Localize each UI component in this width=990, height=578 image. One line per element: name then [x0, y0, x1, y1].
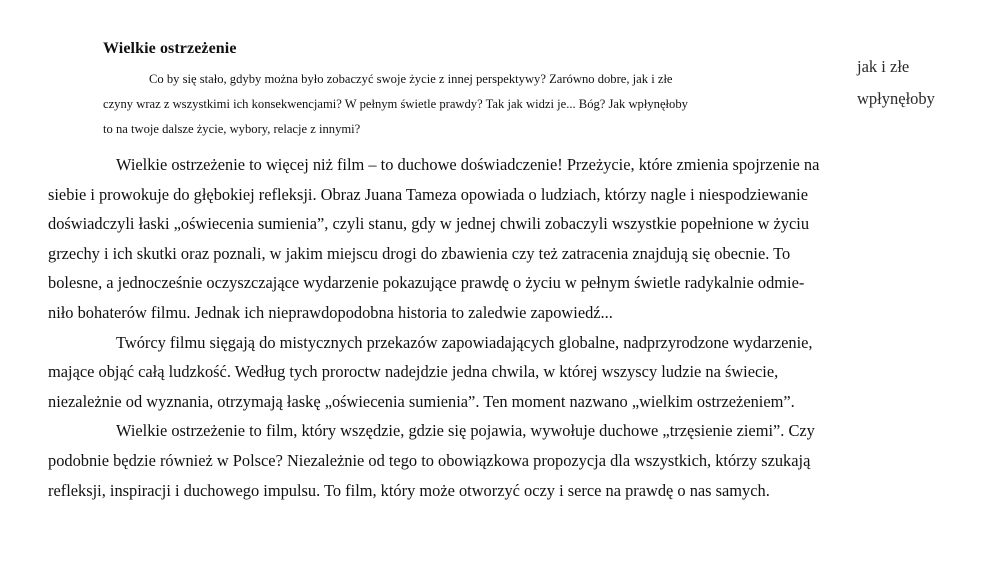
- article-title: Wielkie ostrzeżenie: [103, 40, 237, 57]
- body-line: niezależnie od wyznania, otrzymają łaskę „oświecenia sumienia”. Ten moment nazwano „wielkim ostrzeżeniem”.: [48, 391, 795, 411]
- body-line: niło bohaterów filmu. Jednak ich nieprawdopodobna historia to zaledwie zapowiedź...: [48, 302, 613, 322]
- body-line: bolesne, a jednocześnie oczyszczające wydarzenie pokazujące prawdę o życiu w pełnym świetle radykalnie odmie-: [48, 273, 805, 293]
- margin-note-line: wpłynęłoby: [857, 89, 935, 108]
- intro-line: czyny wraz z wszystkimi ich konsekwencjami? W pełnym świetle prawdy? Tak jak widzi je... Bóg? Jak wpłynęłoby: [103, 97, 688, 111]
- body-line: refleksji, inspiracji i duchowego impulsu. To film, który może otworzyć oczy i serce na prawdę o nas samych.: [48, 480, 770, 500]
- intro-line: Co by się stało, gdyby można było zobaczyć swoje życie z innej perspektywy? Zarówno dobre, jak i złe: [149, 72, 673, 86]
- body-line: Twórcy filmu sięgają do mistycznych przekazów zapowiadających globalne, nadprzyrodzone wydarzenie,: [116, 332, 813, 352]
- body-line: podobnie będzie również w Polsce? Niezależnie od tego to obowiązkowa propozycja dla wszystkich, którzy szukają: [48, 450, 811, 470]
- body-line: grzechy i ich skutki oraz poznali, w jakim miejscu drogi do zbawienia czy też zatracenia znajdują się obecnie. To: [48, 243, 791, 263]
- body-line: siebie i prowokuje do głębokiej refleksji. Obraz Juana Tameza opowiada o ludziach, którzy nagle i niespodziewanie: [48, 184, 808, 204]
- margin-note-line: jak i złe: [857, 57, 910, 76]
- intro-line: to na twoje dalsze życie, wybory, relacje z innymi?: [103, 122, 361, 136]
- article-body: [48, 150, 948, 505]
- body-line: doświadczyli łaski „oświecenia sumienia”, czyli stanu, gdy w jednej chwili zobaczyli wszystkie popełnione w życiu: [48, 214, 810, 234]
- margin-note: [857, 51, 935, 115]
- body-line: mające objąć całą ludzkość. Według tych proroctw nadejdzie jedna chwila, w której wszyscy ludzie na świecie,: [48, 362, 779, 382]
- body-line: Wielkie ostrzeżenie to więcej niż film – to duchowe doświadczenie! Przeżycie, które zmienia spojrzenie na: [116, 155, 820, 174]
- body-line: Wielkie ostrzeżenie to film, który wszędzie, gdzie się pojawia, wywołuje duchowe „trzęsienie ziemi”. Czy: [116, 421, 815, 441]
- article-intro: [103, 67, 813, 142]
